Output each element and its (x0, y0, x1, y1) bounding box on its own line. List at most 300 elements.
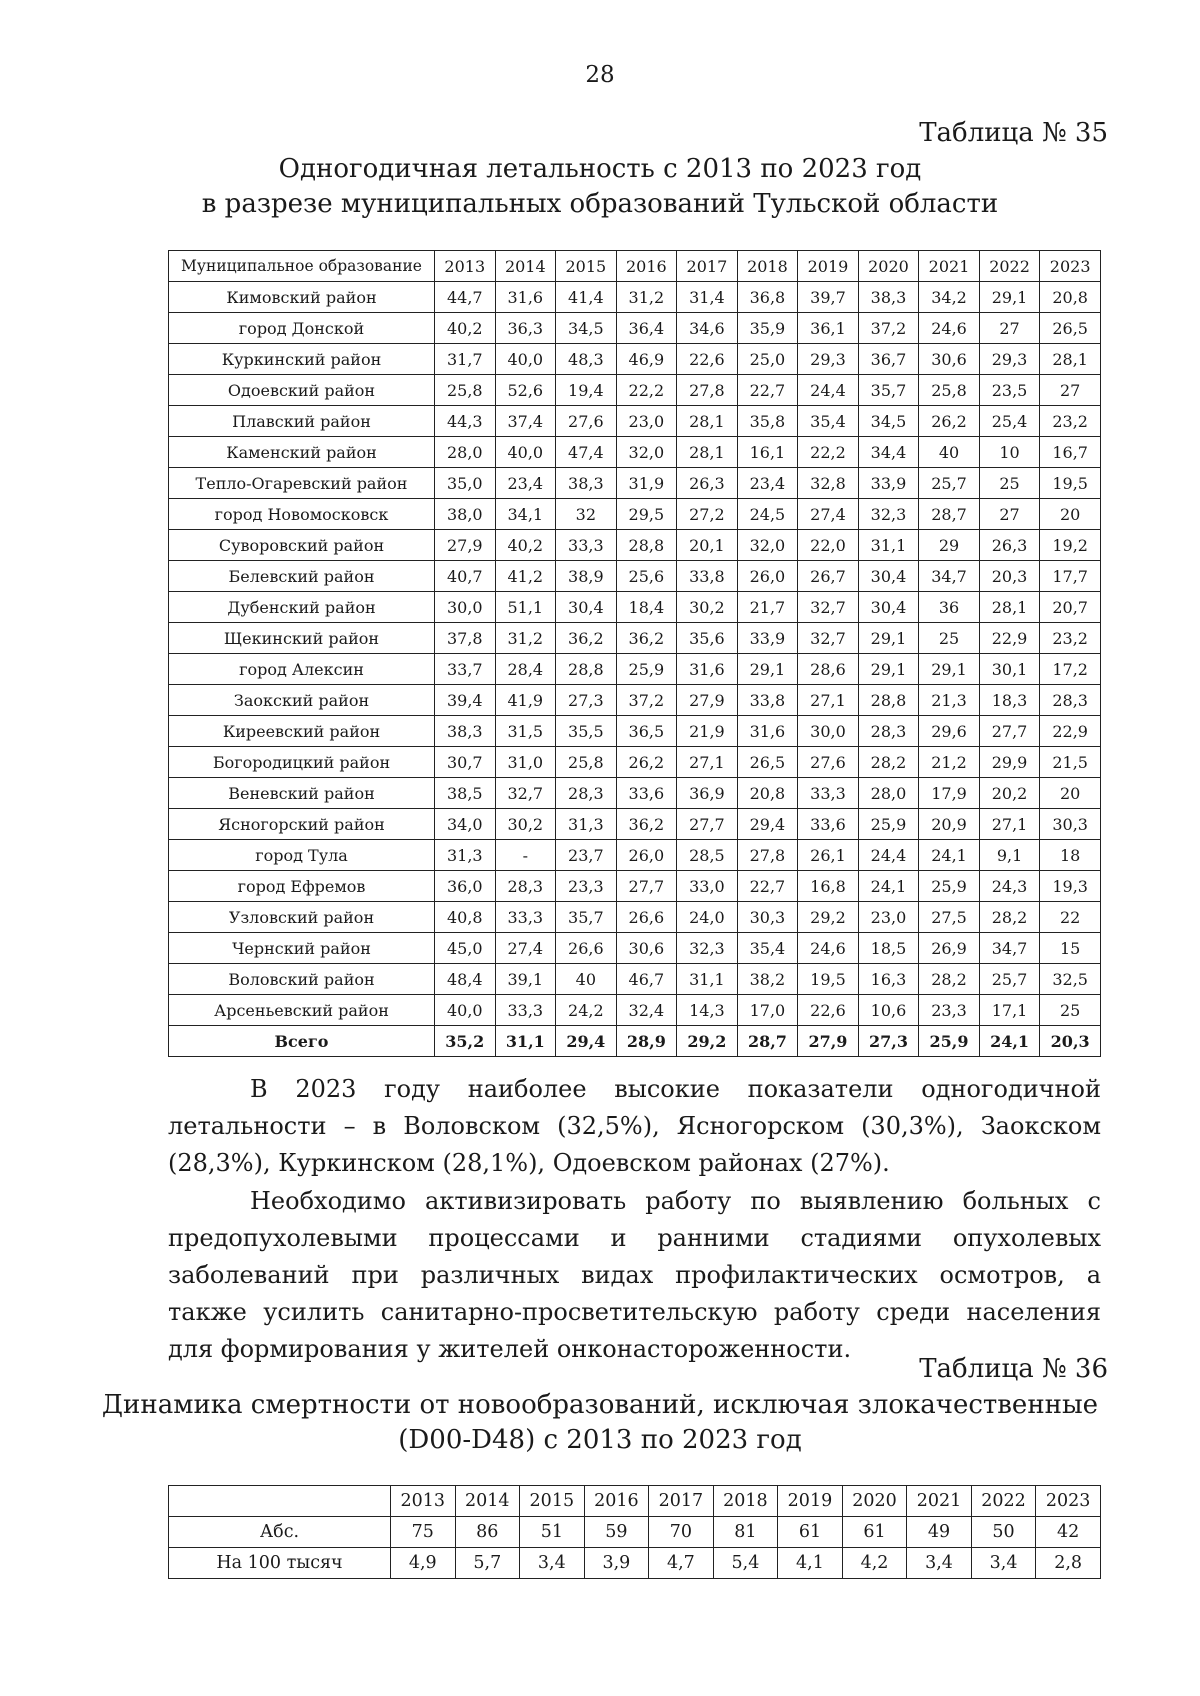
table-row (169, 313, 1101, 344)
value-cell: 17,9 (919, 778, 980, 809)
value-cell: 22,7 (737, 375, 798, 406)
value-cell: 16,7 (1040, 437, 1101, 468)
value-cell: 18,4 (616, 592, 677, 623)
value-cell: 4,7 (649, 1548, 714, 1579)
value-cell: 24,2 (556, 995, 617, 1026)
table-row (169, 716, 1101, 747)
value-cell: 35,6 (677, 623, 738, 654)
value-cell: 26,2 (616, 747, 677, 778)
table-row (169, 561, 1101, 592)
table-row (169, 530, 1101, 561)
row-label-cell: Абс. (169, 1517, 391, 1548)
value-cell: 25,8 (435, 375, 496, 406)
value-cell: 22,9 (1040, 716, 1101, 747)
table-35-title-line2: в разрезе муниципальных образований Тульской области (201, 189, 999, 219)
value-cell: 27 (979, 499, 1040, 530)
value-cell: 44,7 (435, 282, 496, 313)
value-cell: 31,2 (495, 623, 556, 654)
row-label-cell: Чернский район (169, 933, 435, 964)
value-cell: 24,6 (798, 933, 859, 964)
header-cell-year: 2022 (979, 251, 1040, 282)
table-row (169, 406, 1101, 437)
value-cell: 46,9 (616, 344, 677, 375)
value-cell: 37,8 (435, 623, 496, 654)
value-cell: 41,2 (495, 561, 556, 592)
value-cell: 46,7 (616, 964, 677, 995)
value-cell: 28,1 (677, 406, 738, 437)
value-cell: 27,8 (737, 840, 798, 871)
value-cell: 23,3 (556, 871, 617, 902)
header-cell-year: 2019 (778, 1486, 843, 1517)
value-cell: 24,5 (737, 499, 798, 530)
row-label-cell: Одоевский район (169, 375, 435, 406)
value-cell: 61 (842, 1517, 907, 1548)
value-cell: 20,8 (1040, 282, 1101, 313)
row-label-cell: Суворовский район (169, 530, 435, 561)
value-cell: 26,5 (1040, 313, 1101, 344)
value-cell: 25,4 (979, 406, 1040, 437)
value-cell: 20,7 (1040, 592, 1101, 623)
header-cell-year: 2013 (435, 251, 496, 282)
value-cell: 27,4 (495, 933, 556, 964)
value-cell: 40,7 (435, 561, 496, 592)
total-value-cell: 35,2 (435, 1026, 496, 1057)
row-label-cell: Заокский район (169, 685, 435, 716)
value-cell: 33,3 (495, 902, 556, 933)
value-cell: 33,6 (616, 778, 677, 809)
value-cell: 28,6 (798, 654, 859, 685)
value-cell: 41,4 (556, 282, 617, 313)
row-label-cell: Каменский район (169, 437, 435, 468)
value-cell: 86 (455, 1517, 520, 1548)
value-cell: 23,2 (1040, 623, 1101, 654)
table-36-title-line1: Динамика смертности от новообразований, исключая злокачественные (101, 1390, 1099, 1420)
value-cell: 33,9 (737, 623, 798, 654)
value-cell: 31,3 (435, 840, 496, 871)
value-cell: 27,3 (556, 685, 617, 716)
row-label-cell: Плавский район (169, 406, 435, 437)
value-cell: 28,1 (979, 592, 1040, 623)
value-cell: 30,6 (919, 344, 980, 375)
value-cell: 26,0 (737, 561, 798, 592)
value-cell: 10,6 (858, 995, 919, 1026)
value-cell: 25 (1040, 995, 1101, 1026)
value-cell: 35,4 (798, 406, 859, 437)
value-cell: 70 (649, 1517, 714, 1548)
value-cell: 21,5 (1040, 747, 1101, 778)
value-cell: 40,2 (435, 313, 496, 344)
value-cell: 34,6 (677, 313, 738, 344)
value-cell: 23,3 (919, 995, 980, 1026)
value-cell: 33,9 (858, 468, 919, 499)
value-cell: 25,7 (919, 468, 980, 499)
header-cell-year: 2017 (677, 251, 738, 282)
value-cell: 25,6 (616, 561, 677, 592)
row-label-cell: Куркинский район (169, 344, 435, 375)
value-cell: 28,8 (616, 530, 677, 561)
value-cell: 28,2 (979, 902, 1040, 933)
header-cell-year: 2020 (842, 1486, 907, 1517)
value-cell: 34,0 (435, 809, 496, 840)
value-cell: 3,4 (907, 1548, 972, 1579)
value-cell: 32,3 (677, 933, 738, 964)
benign-neoplasm-mortality-table (168, 1485, 1101, 1579)
value-cell: 31,2 (616, 282, 677, 313)
value-cell: 30,2 (495, 809, 556, 840)
value-cell: 16,1 (737, 437, 798, 468)
header-cell-year: 2015 (520, 1486, 585, 1517)
value-cell: 33,6 (798, 809, 859, 840)
value-cell: 28,7 (919, 499, 980, 530)
value-cell: 4,1 (778, 1548, 843, 1579)
value-cell: 28,3 (556, 778, 617, 809)
header-cell-year: 2018 (713, 1486, 778, 1517)
value-cell: 34,2 (919, 282, 980, 313)
value-cell: 3,4 (971, 1548, 1036, 1579)
value-cell: 25,8 (556, 747, 617, 778)
table-row (169, 375, 1101, 406)
value-cell: 27,1 (677, 747, 738, 778)
value-cell: 27,1 (979, 809, 1040, 840)
value-cell: 27,9 (435, 530, 496, 561)
value-cell: 32,0 (737, 530, 798, 561)
value-cell: 23,2 (1040, 406, 1101, 437)
value-cell: 31,3 (556, 809, 617, 840)
value-cell: 26,2 (919, 406, 980, 437)
paragraph-1-text: В 2023 году наиболее высокие показатели одногодичной летальности – в Воловском (32,5%), Ясногорском (30,3%), Заокском (28,3%), Куркинском (28,1%), Одоевском районах (27%). (168, 1075, 1101, 1177)
row-label-cell: город Тула (169, 840, 435, 871)
value-cell: 16,8 (798, 871, 859, 902)
value-cell: 27,7 (979, 716, 1040, 747)
table-row (169, 747, 1101, 778)
value-cell: 31,1 (858, 530, 919, 561)
value-cell: 27,6 (798, 747, 859, 778)
value-cell: 34,5 (858, 406, 919, 437)
value-cell: 33,8 (677, 561, 738, 592)
value-cell: 25 (979, 468, 1040, 499)
value-cell: 26,3 (979, 530, 1040, 561)
table-header-row (169, 1486, 1101, 1517)
value-cell: 22,6 (798, 995, 859, 1026)
value-cell: 51 (520, 1517, 585, 1548)
table-row (169, 623, 1101, 654)
value-cell: 35,5 (556, 716, 617, 747)
value-cell: 31,9 (616, 468, 677, 499)
value-cell: 19,5 (1040, 468, 1101, 499)
header-cell-year: 2016 (616, 251, 677, 282)
value-cell: 29,1 (979, 282, 1040, 313)
value-cell: 25,7 (979, 964, 1040, 995)
value-cell: 18 (1040, 840, 1101, 871)
value-cell: 4,2 (842, 1548, 907, 1579)
table-total-row (169, 1026, 1101, 1057)
value-cell: 28,3 (1040, 685, 1101, 716)
table-row (169, 592, 1101, 623)
value-cell: 27,5 (919, 902, 980, 933)
value-cell: 22 (1040, 902, 1101, 933)
row-label-cell: город Алексин (169, 654, 435, 685)
total-label-cell: Всего (169, 1026, 435, 1057)
value-cell: 5,7 (455, 1548, 520, 1579)
value-cell: 39,1 (495, 964, 556, 995)
value-cell: 20,8 (737, 778, 798, 809)
value-cell: 44,3 (435, 406, 496, 437)
value-cell: 32 (556, 499, 617, 530)
value-cell: 32,8 (798, 468, 859, 499)
value-cell: 50 (971, 1517, 1036, 1548)
value-cell: 27 (1040, 375, 1101, 406)
value-cell: 35,7 (858, 375, 919, 406)
value-cell: 28,2 (858, 747, 919, 778)
value-cell: 36,1 (798, 313, 859, 344)
value-cell: 28,5 (677, 840, 738, 871)
header-cell-year: 2023 (1036, 1486, 1101, 1517)
value-cell: 19,3 (1040, 871, 1101, 902)
table-35-title (0, 152, 1200, 222)
total-value-cell: 20,3 (1040, 1026, 1101, 1057)
value-cell: 5,4 (713, 1548, 778, 1579)
value-cell: 26,7 (798, 561, 859, 592)
value-cell: 35,8 (737, 406, 798, 437)
value-cell: 38,0 (435, 499, 496, 530)
value-cell: 30,7 (435, 747, 496, 778)
value-cell: 47,4 (556, 437, 617, 468)
value-cell: 81 (713, 1517, 778, 1548)
value-cell: 28,8 (556, 654, 617, 685)
value-cell: 27 (979, 313, 1040, 344)
row-label-cell: Щекинский район (169, 623, 435, 654)
value-cell: 52,6 (495, 375, 556, 406)
value-cell: 29,1 (858, 623, 919, 654)
header-cell-year: 2022 (971, 1486, 1036, 1517)
row-label-cell: Веневский район (169, 778, 435, 809)
table-row (169, 995, 1101, 1026)
row-label-cell: Киреевский район (169, 716, 435, 747)
table-row (169, 685, 1101, 716)
value-cell: 20,1 (677, 530, 738, 561)
value-cell: 30,4 (556, 592, 617, 623)
header-cell-year: 2013 (391, 1486, 456, 1517)
value-cell: 30,0 (798, 716, 859, 747)
table-row (169, 964, 1101, 995)
value-cell: 35,7 (556, 902, 617, 933)
value-cell: 20,9 (919, 809, 980, 840)
value-cell: 59 (584, 1517, 649, 1548)
value-cell: 31,7 (435, 344, 496, 375)
value-cell: 35,0 (435, 468, 496, 499)
value-cell: 16,3 (858, 964, 919, 995)
value-cell: 23,4 (495, 468, 556, 499)
value-cell: 33,3 (556, 530, 617, 561)
value-cell: 21,2 (919, 747, 980, 778)
value-cell: 34,7 (979, 933, 1040, 964)
value-cell: 22,2 (616, 375, 677, 406)
paragraph-recommendation (168, 1183, 1101, 1368)
value-cell: 18,5 (858, 933, 919, 964)
row-label-cell: Богородицкий район (169, 747, 435, 778)
value-cell: 17,1 (979, 995, 1040, 1026)
value-cell: 22,6 (677, 344, 738, 375)
value-cell: 31,1 (677, 964, 738, 995)
value-cell: 28,3 (858, 716, 919, 747)
value-cell: 29,9 (979, 747, 1040, 778)
value-cell: 32,7 (798, 592, 859, 623)
value-cell: 19,5 (798, 964, 859, 995)
value-cell: 34,1 (495, 499, 556, 530)
header-cell-year: 2016 (584, 1486, 649, 1517)
value-cell: 25 (919, 623, 980, 654)
value-cell: 9,1 (979, 840, 1040, 871)
value-cell: 18,3 (979, 685, 1040, 716)
value-cell: 33,3 (495, 995, 556, 1026)
value-cell: 36 (919, 592, 980, 623)
value-cell: 36,2 (616, 809, 677, 840)
header-cell-name (169, 1486, 391, 1517)
value-cell: 36,5 (616, 716, 677, 747)
value-cell: 29,1 (858, 654, 919, 685)
value-cell: 24,4 (798, 375, 859, 406)
value-cell: 26,6 (616, 902, 677, 933)
value-cell: 23,0 (616, 406, 677, 437)
table-35-title-line1: Одногодичная летальность с 2013 по 2023 год (278, 154, 922, 184)
value-cell: 36,0 (435, 871, 496, 902)
value-cell: 20 (1040, 499, 1101, 530)
value-cell: 39,7 (798, 282, 859, 313)
value-cell: 27,2 (677, 499, 738, 530)
value-cell: 26,9 (919, 933, 980, 964)
value-cell: 2,8 (1036, 1548, 1101, 1579)
value-cell: 29,4 (737, 809, 798, 840)
value-cell: 36,7 (858, 344, 919, 375)
value-cell: 30,4 (858, 592, 919, 623)
value-cell: 28,3 (495, 871, 556, 902)
value-cell: 36,2 (556, 623, 617, 654)
value-cell: - (495, 840, 556, 871)
total-value-cell: 31,1 (495, 1026, 556, 1057)
total-value-cell: 29,4 (556, 1026, 617, 1057)
table-header-row (169, 251, 1101, 282)
paragraph-highest-mortality (168, 1071, 1101, 1182)
value-cell: 28,2 (919, 964, 980, 995)
value-cell: 40 (919, 437, 980, 468)
value-cell: 28,0 (435, 437, 496, 468)
value-cell: 28,1 (677, 437, 738, 468)
value-cell: 32,4 (616, 995, 677, 1026)
row-label-cell: Дубенский район (169, 592, 435, 623)
value-cell: 15 (1040, 933, 1101, 964)
value-cell: 29 (919, 530, 980, 561)
header-cell-year: 2021 (919, 251, 980, 282)
value-cell: 48,3 (556, 344, 617, 375)
value-cell: 35,9 (737, 313, 798, 344)
value-cell: 38,3 (435, 716, 496, 747)
value-cell: 31,6 (495, 282, 556, 313)
paragraph-2-text: Необходимо активизировать работу по выявлению больных с предопухолевыми процессами и ранними стадиями опухолевых заболеваний при различных видах профилактических осмотров, а также усилить санитарно-просветительскую работу среди населения для формирования у жителей онконастороженности. (168, 1187, 1101, 1363)
table-row (169, 778, 1101, 809)
total-value-cell: 29,2 (677, 1026, 738, 1057)
value-cell: 22,9 (979, 623, 1040, 654)
table-row (169, 437, 1101, 468)
value-cell: 75 (391, 1517, 456, 1548)
value-cell: 36,8 (737, 282, 798, 313)
value-cell: 27,7 (677, 809, 738, 840)
row-label-cell: Белевский район (169, 561, 435, 592)
value-cell: 26,3 (677, 468, 738, 499)
row-label-cell: Воловский район (169, 964, 435, 995)
value-cell: 27,7 (616, 871, 677, 902)
value-cell: 24,1 (919, 840, 980, 871)
total-value-cell: 25,9 (919, 1026, 980, 1057)
value-cell: 29,1 (919, 654, 980, 685)
header-cell-year: 2017 (649, 1486, 714, 1517)
value-cell: 49 (907, 1517, 972, 1548)
value-cell: 25,0 (737, 344, 798, 375)
value-cell: 27,8 (677, 375, 738, 406)
value-cell: 29,2 (798, 902, 859, 933)
value-cell: 20,2 (979, 778, 1040, 809)
row-label-cell: город Ефремов (169, 871, 435, 902)
table-row (169, 902, 1101, 933)
total-value-cell: 24,1 (979, 1026, 1040, 1057)
value-cell: 45,0 (435, 933, 496, 964)
value-cell: 38,2 (737, 964, 798, 995)
total-value-cell: 27,3 (858, 1026, 919, 1057)
header-cell-year: 2014 (495, 251, 556, 282)
value-cell: 36,9 (677, 778, 738, 809)
value-cell: 33,8 (737, 685, 798, 716)
value-cell: 24,3 (979, 871, 1040, 902)
table-row (169, 933, 1101, 964)
header-cell-year: 2021 (907, 1486, 972, 1517)
value-cell: 34,5 (556, 313, 617, 344)
value-cell: 22,7 (737, 871, 798, 902)
value-cell: 33,0 (677, 871, 738, 902)
header-cell-name: Муниципальное образование (169, 251, 435, 282)
value-cell: 40,0 (435, 995, 496, 1026)
header-cell-year: 2015 (556, 251, 617, 282)
row-label-cell: Ясногорский район (169, 809, 435, 840)
table-row (169, 468, 1101, 499)
table-row (169, 654, 1101, 685)
table-row (169, 1548, 1101, 1579)
value-cell: 36,2 (616, 623, 677, 654)
value-cell: 23,5 (979, 375, 1040, 406)
value-cell: 26,5 (737, 747, 798, 778)
value-cell: 38,9 (556, 561, 617, 592)
value-cell: 32,0 (616, 437, 677, 468)
table-row (169, 871, 1101, 902)
table-row (169, 499, 1101, 530)
table-row (169, 809, 1101, 840)
value-cell: 39,4 (435, 685, 496, 716)
value-cell: 31,0 (495, 747, 556, 778)
value-cell: 27,1 (798, 685, 859, 716)
table-row (169, 840, 1101, 871)
value-cell: 29,6 (919, 716, 980, 747)
value-cell: 37,2 (616, 685, 677, 716)
value-cell: 26,6 (556, 933, 617, 964)
value-cell: 14,3 (677, 995, 738, 1026)
value-cell: 10 (979, 437, 1040, 468)
value-cell: 41,9 (495, 685, 556, 716)
value-cell: 21,3 (919, 685, 980, 716)
value-cell: 37,2 (858, 313, 919, 344)
value-cell: 17,7 (1040, 561, 1101, 592)
table-35-caption: Таблица № 35 (919, 118, 1108, 148)
total-value-cell: 28,9 (616, 1026, 677, 1057)
value-cell: 28,0 (858, 778, 919, 809)
value-cell: 34,7 (919, 561, 980, 592)
